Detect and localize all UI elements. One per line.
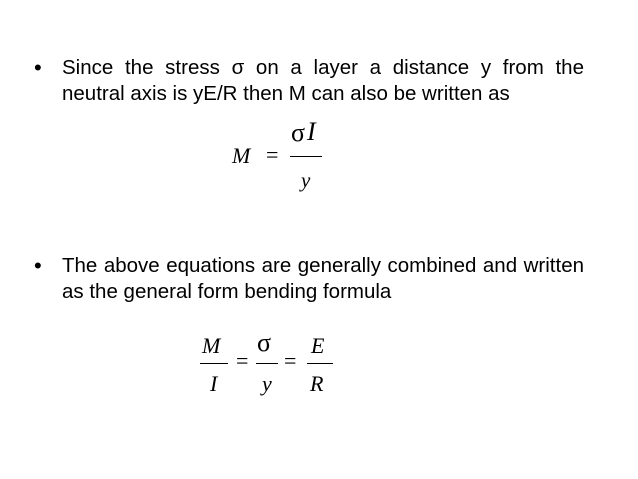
eq1-denominator: y bbox=[301, 168, 311, 192]
eq2-equals-1: = bbox=[236, 348, 249, 373]
eq2-frac3-numerator: E bbox=[311, 333, 325, 358]
eq2-equals-2: = bbox=[284, 348, 297, 373]
eq2-frac3-denominator: R bbox=[310, 371, 324, 396]
eq2-frac3-bar bbox=[307, 363, 333, 364]
eq1-equals: = bbox=[266, 142, 279, 167]
eq2-frac1-bar bbox=[200, 363, 228, 364]
bullet-text: Since the stress σ on a layer a distance y from the neutral axis is yE/R then M can also be written as bbox=[62, 56, 584, 105]
eq2-frac2-denominator: y bbox=[262, 371, 272, 396]
bullet-marker: • bbox=[34, 253, 42, 278]
eq1-numerator-sigma: σ bbox=[291, 118, 306, 147]
eq1-numerator-var: I bbox=[307, 117, 316, 146]
eq2-frac2-numerator: σ bbox=[257, 328, 272, 357]
bullet-marker: • bbox=[34, 55, 42, 80]
eq2-frac2-bar bbox=[256, 363, 278, 364]
bullet-text: The above equations are generally combined and written as the general form bending formula bbox=[62, 254, 584, 303]
eq1-lhs: M bbox=[232, 143, 251, 168]
eq2-frac1-denominator: I bbox=[210, 371, 218, 396]
eq2-frac1-numerator: M bbox=[202, 333, 221, 358]
